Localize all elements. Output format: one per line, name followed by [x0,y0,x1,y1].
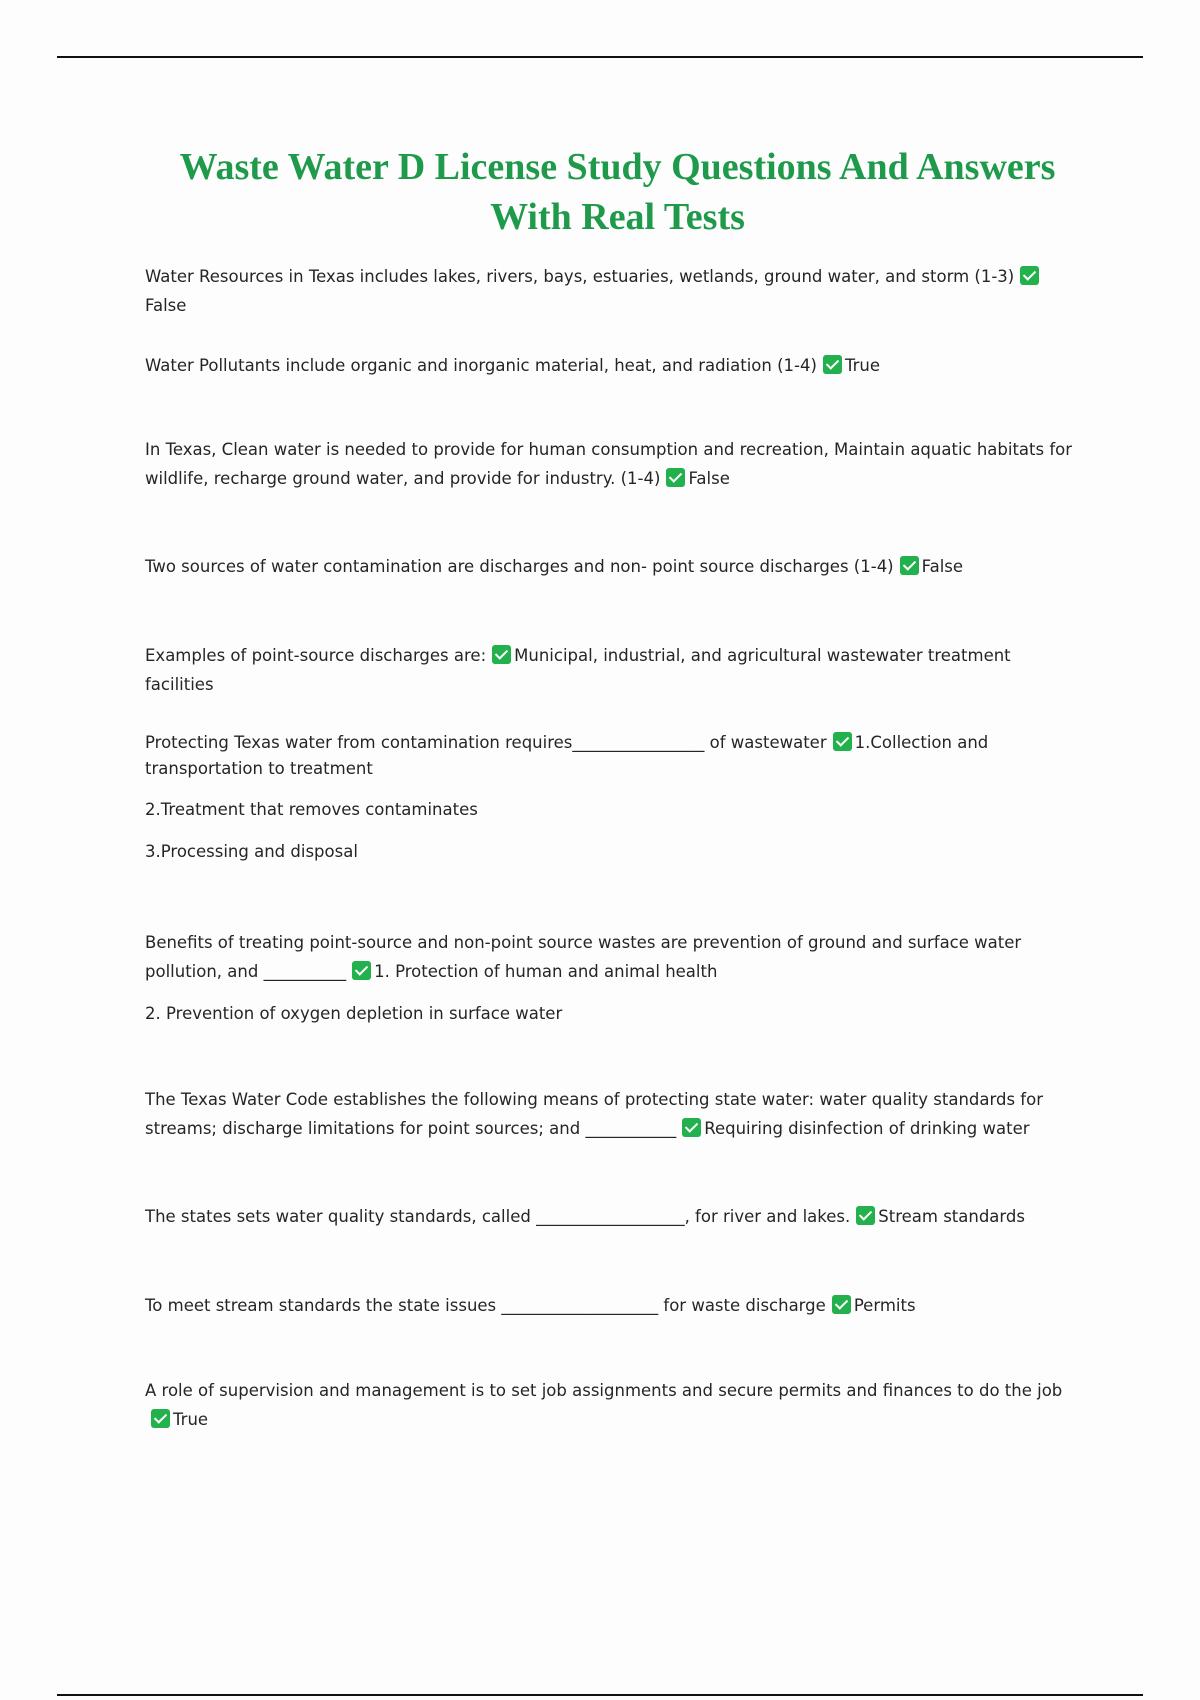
answer-text: False [688,469,730,488]
question-text: To meet stream standards the state issues ___________________ for waste discharge [145,1296,826,1315]
title-line-2: With Real Tests [490,196,745,238]
check-icon [833,732,852,751]
answer-text: True [844,356,880,375]
answer-text: Requiring disinfection of drinking water [704,1119,1030,1138]
qa-item [145,435,1080,493]
answer-text: Municipal, industrial, and agricultural wastewater treatment facilities [145,646,1011,694]
qa-item [145,1376,1080,1434]
check-icon [856,1206,875,1225]
question-text: Two sources of water contamination are discharges and non- point source discharges (1-4) [145,557,894,576]
check-icon [832,1295,851,1314]
question-text: A role of supervision and management is to set job assignments and secure permits and finances to do the job [145,1381,1063,1400]
check-icon [682,1118,701,1137]
question-text: In Texas, Clean water is needed to provide for human consumption and recreation, Maintain aquatic habitats for wildlife, recharge ground water, and provide for industry. (1-4) [145,440,1073,488]
answer-text: Permits [853,1296,916,1315]
check-icon [352,961,371,980]
check-icon [823,355,842,374]
question-text: Water Pollutants include organic and inorganic material, heat, and radiation (1-4) [145,356,817,375]
question-text: Protecting Texas water from contamination requires________________ of wastewater [145,733,827,752]
answer-continuation: 2. Prevention of oxygen depletion in surface water [145,1004,563,1023]
question-text: Examples of point-source discharges are: [145,646,487,665]
qa-item [145,928,1080,1028]
answer-text: False [921,557,964,576]
qa-item [145,351,1080,380]
question-text: The states sets water quality standards, called __________________, for river and lakes. [145,1207,851,1226]
question-text: Water Resources in Texas includes lakes, rivers, bays, estuaries, wetlands, ground water, and storm (1-3) [145,267,1015,286]
answer-text: 1.Collection and transportation to treatment [145,733,989,778]
footer-rule [57,1694,1143,1696]
answer-continuation: 2.Treatment that removes contaminates [145,800,478,819]
qa-item [145,552,1080,581]
qa-item [145,1291,1080,1320]
answer-continuation: 3.Processing and disposal [145,842,358,861]
qa-item [145,730,1080,866]
question-text: Benefits of treating point-source and non-point source wastes are prevention of ground and surface water pollution, and __________ [145,933,1022,981]
qa-item [145,641,1080,699]
check-icon [1020,266,1039,285]
answer-text: False [145,296,187,315]
answer-text: Stream standards [878,1207,1025,1226]
header-rule [57,56,1143,58]
qa-item [145,1085,1080,1143]
qa-item [145,1202,1080,1231]
check-icon [900,556,919,575]
check-icon [492,645,511,664]
answer-text: True [173,1410,209,1429]
document-title [130,142,1105,242]
question-text: The Texas Water Code establishes the following means of protecting state water: water quality standards for streams; discharge limitations for point sources; and ___________ [145,1090,1043,1138]
title-line-1: Waste Water D License Study Questions And Answers [179,146,1056,188]
qa-item [145,262,1080,320]
check-icon [666,468,685,487]
check-icon [151,1409,170,1428]
answer-text: 1. Protection of human and animal health [374,962,718,981]
